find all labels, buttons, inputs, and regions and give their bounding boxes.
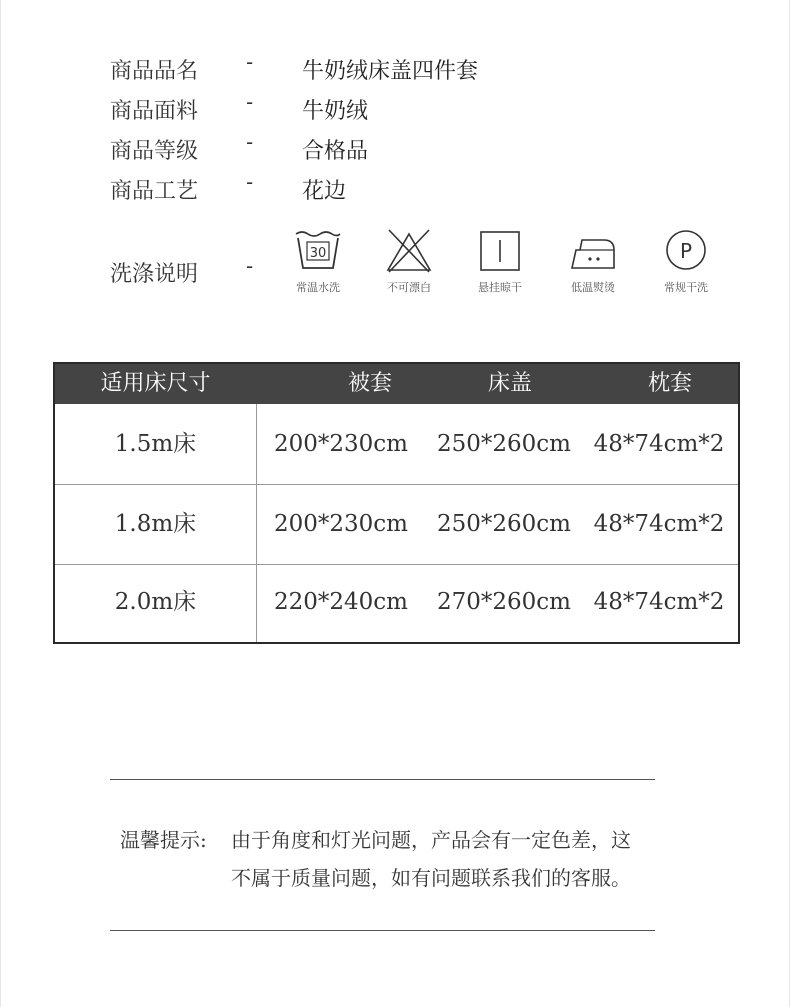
no-bleach-icon xyxy=(384,228,434,274)
table-row xyxy=(55,484,738,564)
info-dash: - xyxy=(246,130,254,154)
info-value: 牛奶绒床盖四件套 xyxy=(302,59,479,84)
wash-temp-text: 30 xyxy=(309,246,327,261)
info-row-fabric xyxy=(110,90,710,128)
info-label: 商品面料 xyxy=(110,99,199,124)
cell-bed-size: 1.5m床 xyxy=(114,431,197,457)
column-divider xyxy=(256,404,257,642)
info-label: 商品等级 xyxy=(110,139,199,164)
dry-clean-letter: P xyxy=(679,239,693,263)
info-dash: - xyxy=(246,50,254,74)
notice-title: 温馨提示: xyxy=(120,828,207,852)
info-row-grade xyxy=(110,130,710,168)
care-item-bleach xyxy=(364,228,454,308)
cell-bedspread: 270*260cm xyxy=(437,589,571,615)
page-edge-left xyxy=(0,0,1,1007)
table-row xyxy=(55,404,738,484)
notice-line: 由于角度和灯光问题，产品会有一定色差，这 xyxy=(231,828,631,852)
header-pillowcase: 枕套 xyxy=(647,371,692,396)
cell-pillowcase: 48*74cm*2 xyxy=(593,431,725,457)
info-row-craft xyxy=(110,170,710,208)
care-caption: 常规干洗 xyxy=(664,281,708,294)
info-value: 花边 xyxy=(302,179,347,204)
info-label: 商品品名 xyxy=(110,59,199,84)
care-item-dry xyxy=(455,228,545,308)
care-caption: 悬挂晾干 xyxy=(478,281,522,294)
cell-duvet-cover: 200*230cm xyxy=(274,431,408,457)
care-item-dryclean xyxy=(641,228,731,308)
cell-bedspread: 250*260cm xyxy=(437,511,571,537)
cell-pillowcase: 48*74cm*2 xyxy=(593,589,725,615)
washing-dash: - xyxy=(246,254,254,278)
care-caption: 常温水洗 xyxy=(296,281,340,294)
info-row-name xyxy=(110,50,710,88)
care-item-iron xyxy=(548,228,638,308)
info-value: 合格品 xyxy=(302,139,369,164)
dry-clean-icon xyxy=(661,228,711,274)
care-caption: 低温熨烫 xyxy=(571,281,615,294)
table-header xyxy=(55,364,738,404)
cell-bedspread: 250*260cm xyxy=(437,431,571,457)
info-dash: - xyxy=(246,90,254,114)
cell-bed-size: 1.8m床 xyxy=(114,511,197,537)
info-label: 商品工艺 xyxy=(110,179,199,204)
low-iron-icon xyxy=(568,228,618,274)
notice-line: 不属于质量问题，如有问题联系我们的客服。 xyxy=(231,866,631,890)
divider-top xyxy=(110,779,655,780)
info-value: 牛奶绒 xyxy=(302,99,369,124)
cell-pillowcase: 48*74cm*2 xyxy=(593,511,725,537)
hang-dry-icon xyxy=(475,228,525,274)
care-caption: 不可漂白 xyxy=(387,281,431,294)
cell-duvet-cover: 200*230cm xyxy=(274,511,408,537)
care-item-wash xyxy=(273,228,363,308)
washing-label: 洗涤说明 xyxy=(110,262,199,287)
header-bedspread: 床盖 xyxy=(487,371,532,396)
cell-bed-size: 2.0m床 xyxy=(114,589,197,615)
header-bed-size: 适用床尺寸 xyxy=(100,371,211,396)
cell-duvet-cover: 220*240cm xyxy=(274,589,408,615)
size-table xyxy=(53,362,740,644)
header-duvet-cover: 被套 xyxy=(347,371,392,396)
table-row xyxy=(55,562,738,642)
divider-bottom xyxy=(110,930,655,931)
wash-30-icon xyxy=(293,228,343,274)
info-dash: - xyxy=(246,170,254,194)
